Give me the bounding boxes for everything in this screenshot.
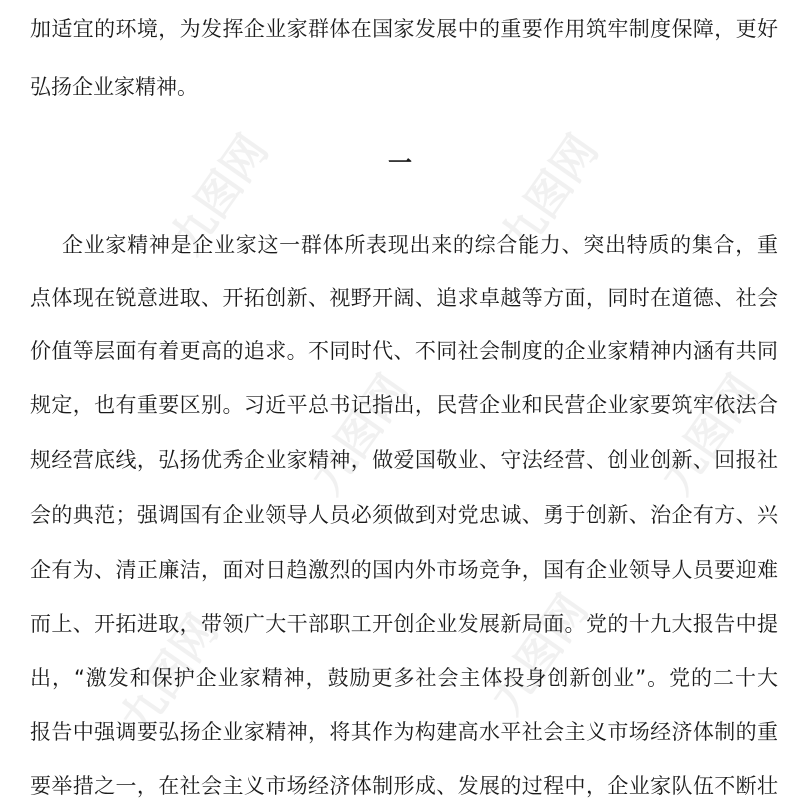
paragraph-line: 弘扬企业家精神。: [30, 75, 198, 99]
watermark: 九图网: [650, 365, 769, 504]
paragraph-line: 而上、开拓进取，带领广大干部职工开创企业发展新局面。党的十九大报告中提: [30, 612, 778, 636]
paragraph-line: 会的典范；强调国有企业领导人员必须做到对党忠诚、勇于创新、治企有方、兴: [30, 503, 778, 527]
paragraph-line: 规经营底线，弘扬优秀企业家精神，做爱国敬业、守法经营、创业创新、回报社: [30, 448, 778, 472]
watermark: 九图网: [300, 365, 419, 504]
watermark: 九图网: [160, 125, 279, 264]
paragraph-line: 报告中强调要弘扬企业家精神，将其作为构建高水平社会主义市场经济体制的重: [30, 720, 778, 744]
paragraph-line: 企业家精神是企业家这一群体所表现出来的综合能力、突出特质的集合，重: [62, 233, 778, 257]
paragraph-line: 加适宜的环境，为发挥企业家群体在国家发展中的重要作用筑牢制度保障，更好: [30, 17, 778, 41]
paragraph-line: 要举措之一，在社会主义市场经济体制形成、发展的过程中，企业家队伍不断壮: [30, 774, 778, 798]
watermark: 九图网: [110, 605, 229, 744]
section-number: 一: [388, 149, 412, 177]
paragraph-line: 价值等层面有着更高的追求。不同时代、不同社会制度的企业家精神内涵有共同: [30, 339, 778, 363]
paragraph-line: 规定，也有重要区别。习近平总书记指出，民营企业和民营企业家要筑牢依法合: [30, 393, 778, 417]
watermark: 九图网: [480, 585, 599, 724]
paragraph-line: 出，“激发和保护企业家精神，鼓励更多社会主体投身创新创业”。党的二十大: [30, 666, 778, 690]
paragraph-line: 企有为、清正廉洁，面对日趋激烈的国内外市场竞争，国有企业领导人员要迎难: [30, 558, 778, 582]
paragraph-line: 点体现在锐意进取、开拓创新、视野开阔、追求卓越等方面，同时在道德、社会: [30, 286, 778, 310]
watermark: 九图网: [490, 125, 609, 264]
